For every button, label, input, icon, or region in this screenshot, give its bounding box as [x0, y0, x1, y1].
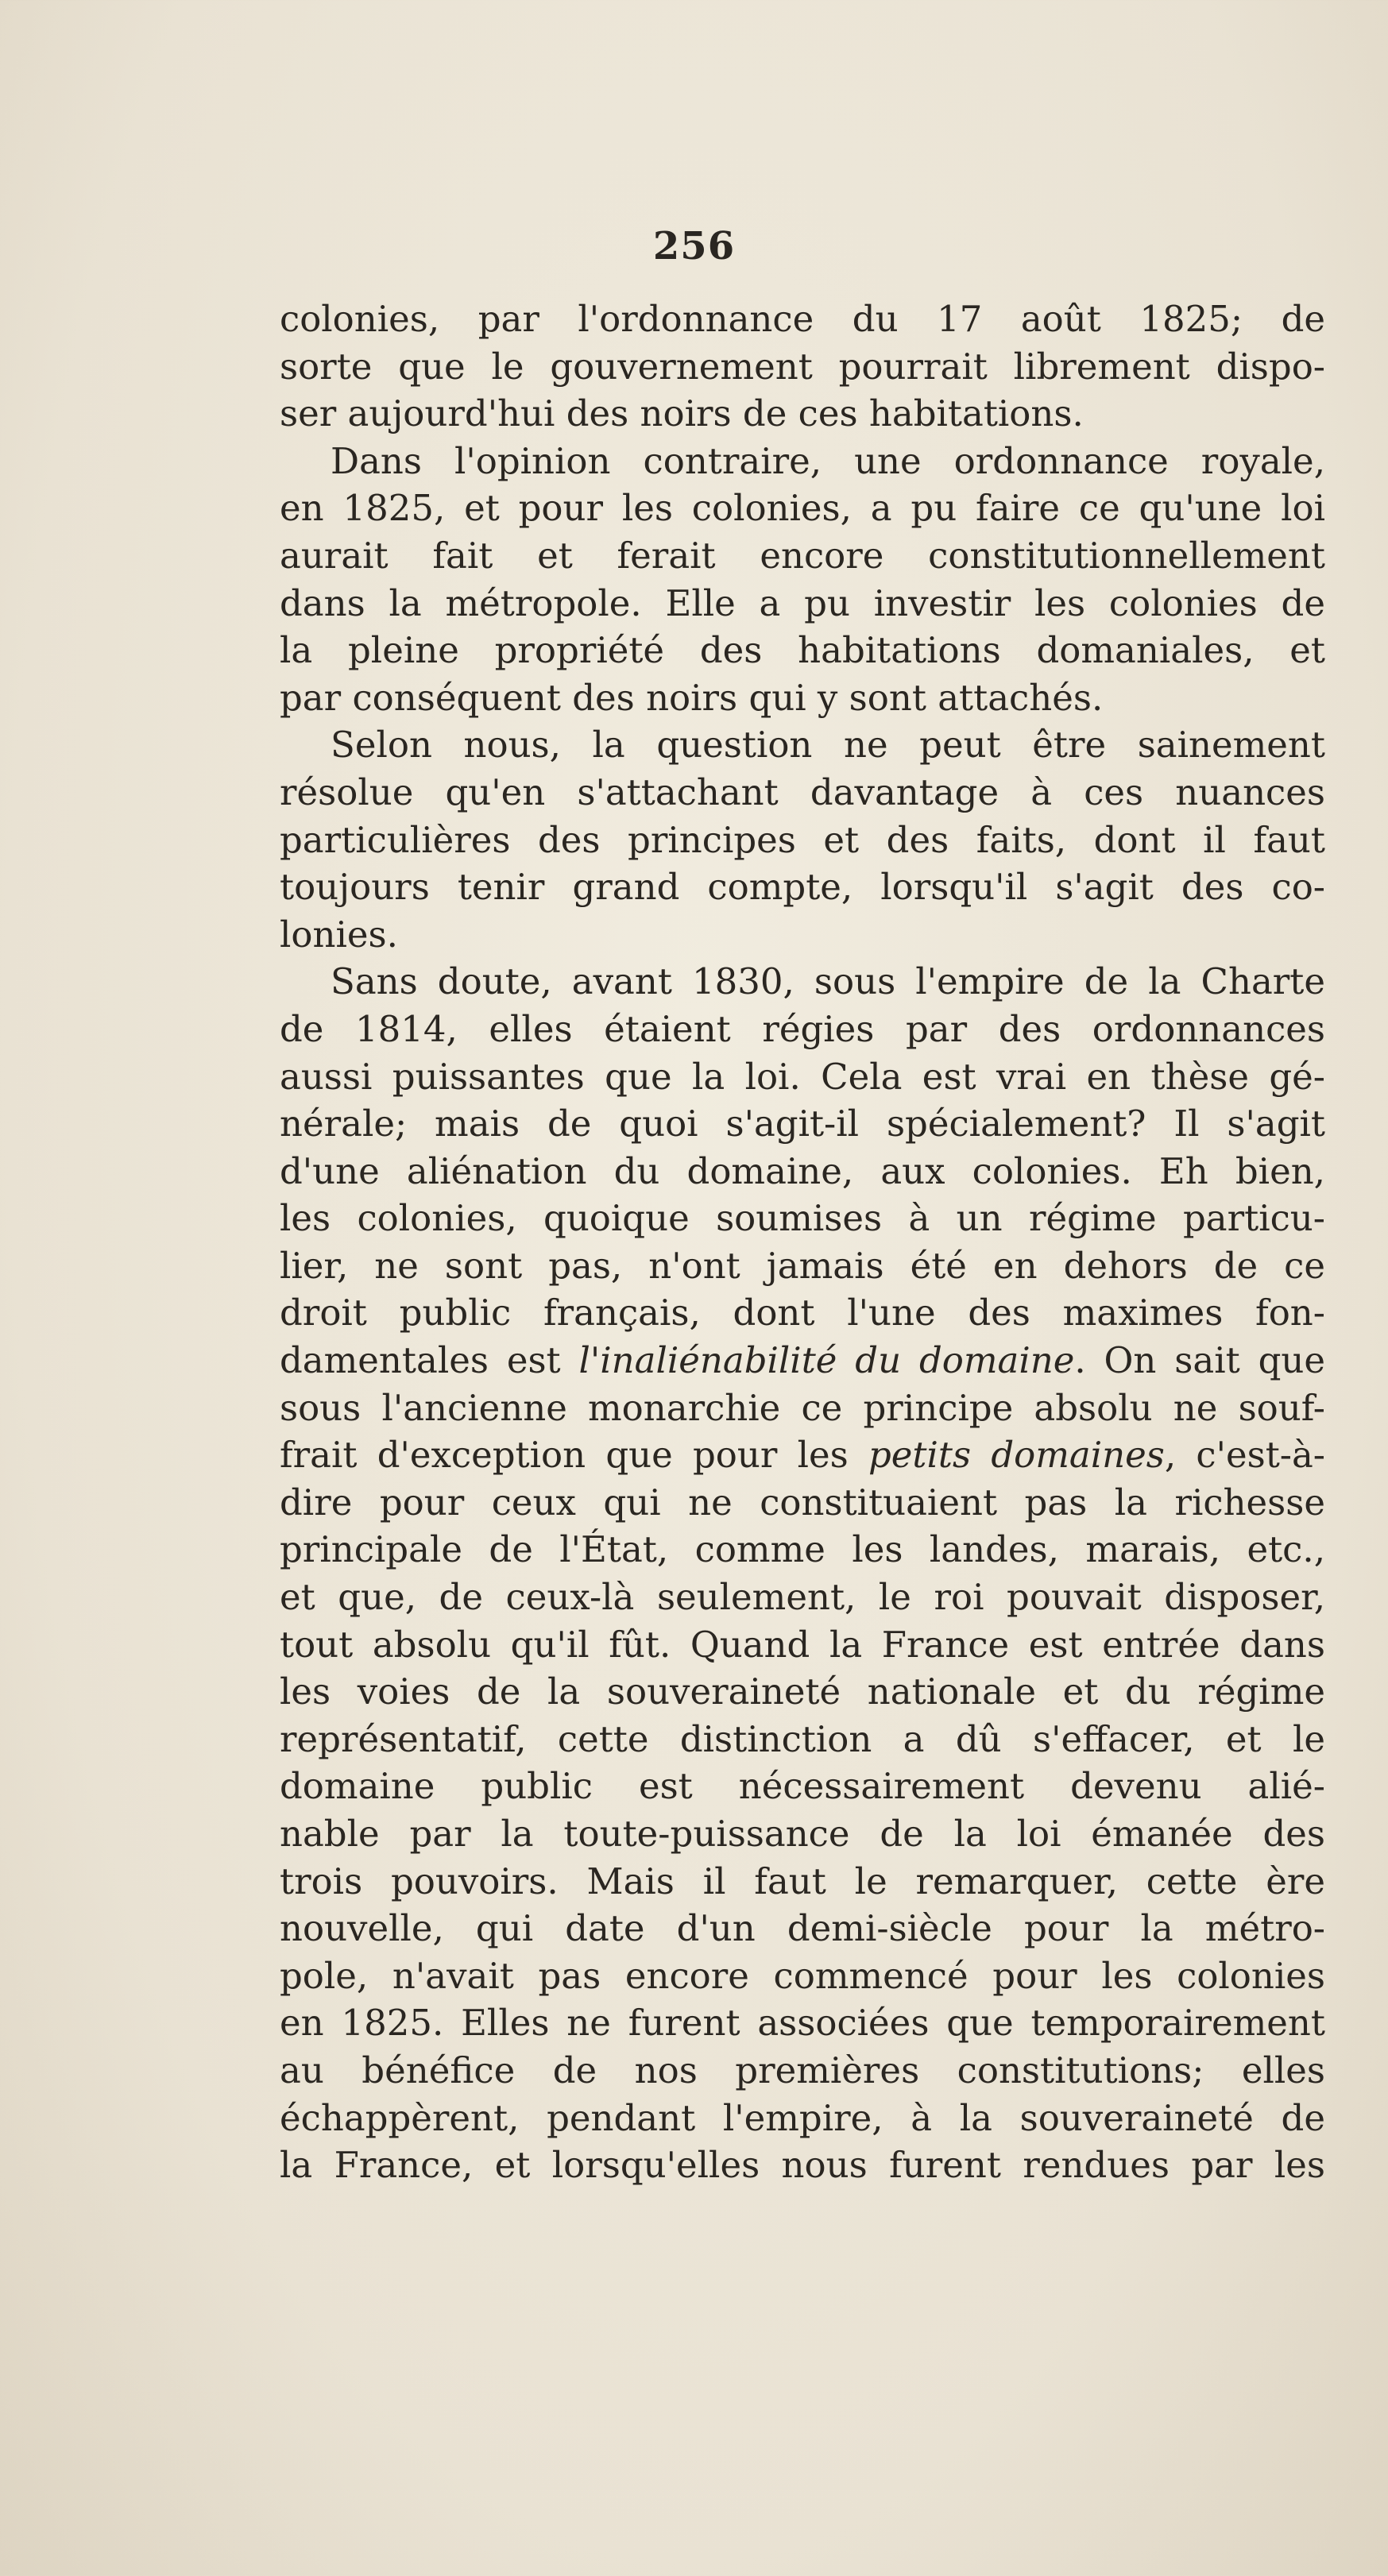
body-text: [280, 295, 1325, 2189]
text-line: toujours tenir grand compte, lorsqu'il s'agit des co-: [280, 866, 1325, 909]
text-line: domaine public est nécessairement devenu alié-: [280, 1765, 1325, 1808]
text-line: représentatif, cette distinction a dû s'effacer, et le: [280, 1717, 1325, 1760]
text-line: [280, 1337, 1325, 1385]
text-line: nable par la toute-puissance de la loi émanée des: [280, 1813, 1325, 1855]
text-line: par conséquent des noirs qui y sont attachés.: [280, 676, 1104, 719]
text-line: nérale; mais de quoi s'agit-il spécialement? Il s'agit: [280, 1103, 1325, 1145]
text-line: au bénéfice de nos premières constitutions; elles: [280, 2049, 1325, 2091]
italic-text-segment: l'inaliénabilité du domaine: [578, 1339, 1075, 1382]
text-line: Sans doute, avant 1830, sous l'empire de la Charte: [331, 960, 1325, 1003]
text-line: la pleine propriété des habitations domaniales, et: [280, 629, 1325, 672]
text-line: nouvelle, qui date d'un demi-siècle pour la métro-: [280, 1907, 1325, 1950]
text-line: en 1825, et pour les colonies, a pu faire ce qu'une loi: [280, 487, 1325, 530]
text-line: principale de l'État, comme les landes, marais, etc.,: [280, 1528, 1325, 1571]
text-segment: frait d'exception que pour les: [280, 1434, 868, 1477]
page-number: 256: [652, 224, 736, 268]
text-line: particulières des principes et des faits, dont il faut: [280, 818, 1325, 861]
italic-text-segment: petits domaines: [868, 1434, 1165, 1477]
text-segment: damentales est: [280, 1339, 579, 1382]
text-line: [280, 1431, 1325, 1479]
text-line: droit public français, dont l'une des maximes fon-: [280, 1292, 1325, 1334]
text-segment: , c'est-à-: [1164, 1434, 1326, 1477]
text-line: et que, de ceux-là seulement, le roi pouvait disposer,: [280, 1576, 1325, 1619]
text-line: Dans l'opinion contraire, une ordonnance royale,: [331, 439, 1325, 482]
text-line: résolue qu'en s'attachant davantage à ces nuances: [280, 770, 1325, 813]
text-line: de 1814, elles étaient régies par des ordonnances: [280, 1007, 1325, 1050]
text-line: en 1825. Elles ne furent associées que temporairement: [280, 2002, 1325, 2045]
text-segment: . On sait que: [1074, 1339, 1325, 1382]
text-line: échappèrent, pendant l'empire, à la souveraineté de: [280, 2096, 1325, 2139]
text-line: colonies, par l'ordonnance du 17 août 1825; de: [280, 298, 1325, 340]
text-line: les colonies, quoique soumises à un régime particu-: [280, 1197, 1325, 1240]
text-line: aussi puissantes que la loi. Cela est vrai en thèse gé-: [280, 1055, 1325, 1098]
text-line: lonies.: [280, 913, 398, 956]
text-line: dans la métropole. Elle a pu investir les colonies de: [280, 581, 1325, 624]
text-line: ser aujourd'hui des noirs de ces habitations.: [280, 392, 1084, 435]
text-line: aurait fait et ferait encore constitutionnellement: [280, 534, 1325, 577]
text-line: trois pouvoirs. Mais il faut le remarquer, cette ère: [280, 1860, 1325, 1902]
text-line: la France, et lorsqu'elles nous furent rendues par les: [280, 2144, 1325, 2187]
text-line: dire pour ceux qui ne constituaient pas la richesse: [280, 1481, 1325, 1524]
text-line: lier, ne sont pas, n'ont jamais été en dehors de ce: [280, 1244, 1325, 1287]
text-line: Selon nous, la question ne peut être sainement: [331, 724, 1325, 767]
text-line: d'une aliénation du domaine, aux colonies. Eh bien,: [280, 1149, 1325, 1192]
text-line: sous l'ancienne monarchie ce principe absolu ne souf-: [280, 1386, 1325, 1429]
text-line: tout absolu qu'il fût. Quand la France est entrée dans: [280, 1623, 1325, 1666]
text-line: sorte que le gouvernement pourrait librement dispo-: [280, 345, 1325, 388]
text-line: pole, n'avait pas encore commencé pour les colonies: [280, 1954, 1325, 1997]
text-line: les voies de la souveraineté nationale et du régime: [280, 1670, 1325, 1713]
